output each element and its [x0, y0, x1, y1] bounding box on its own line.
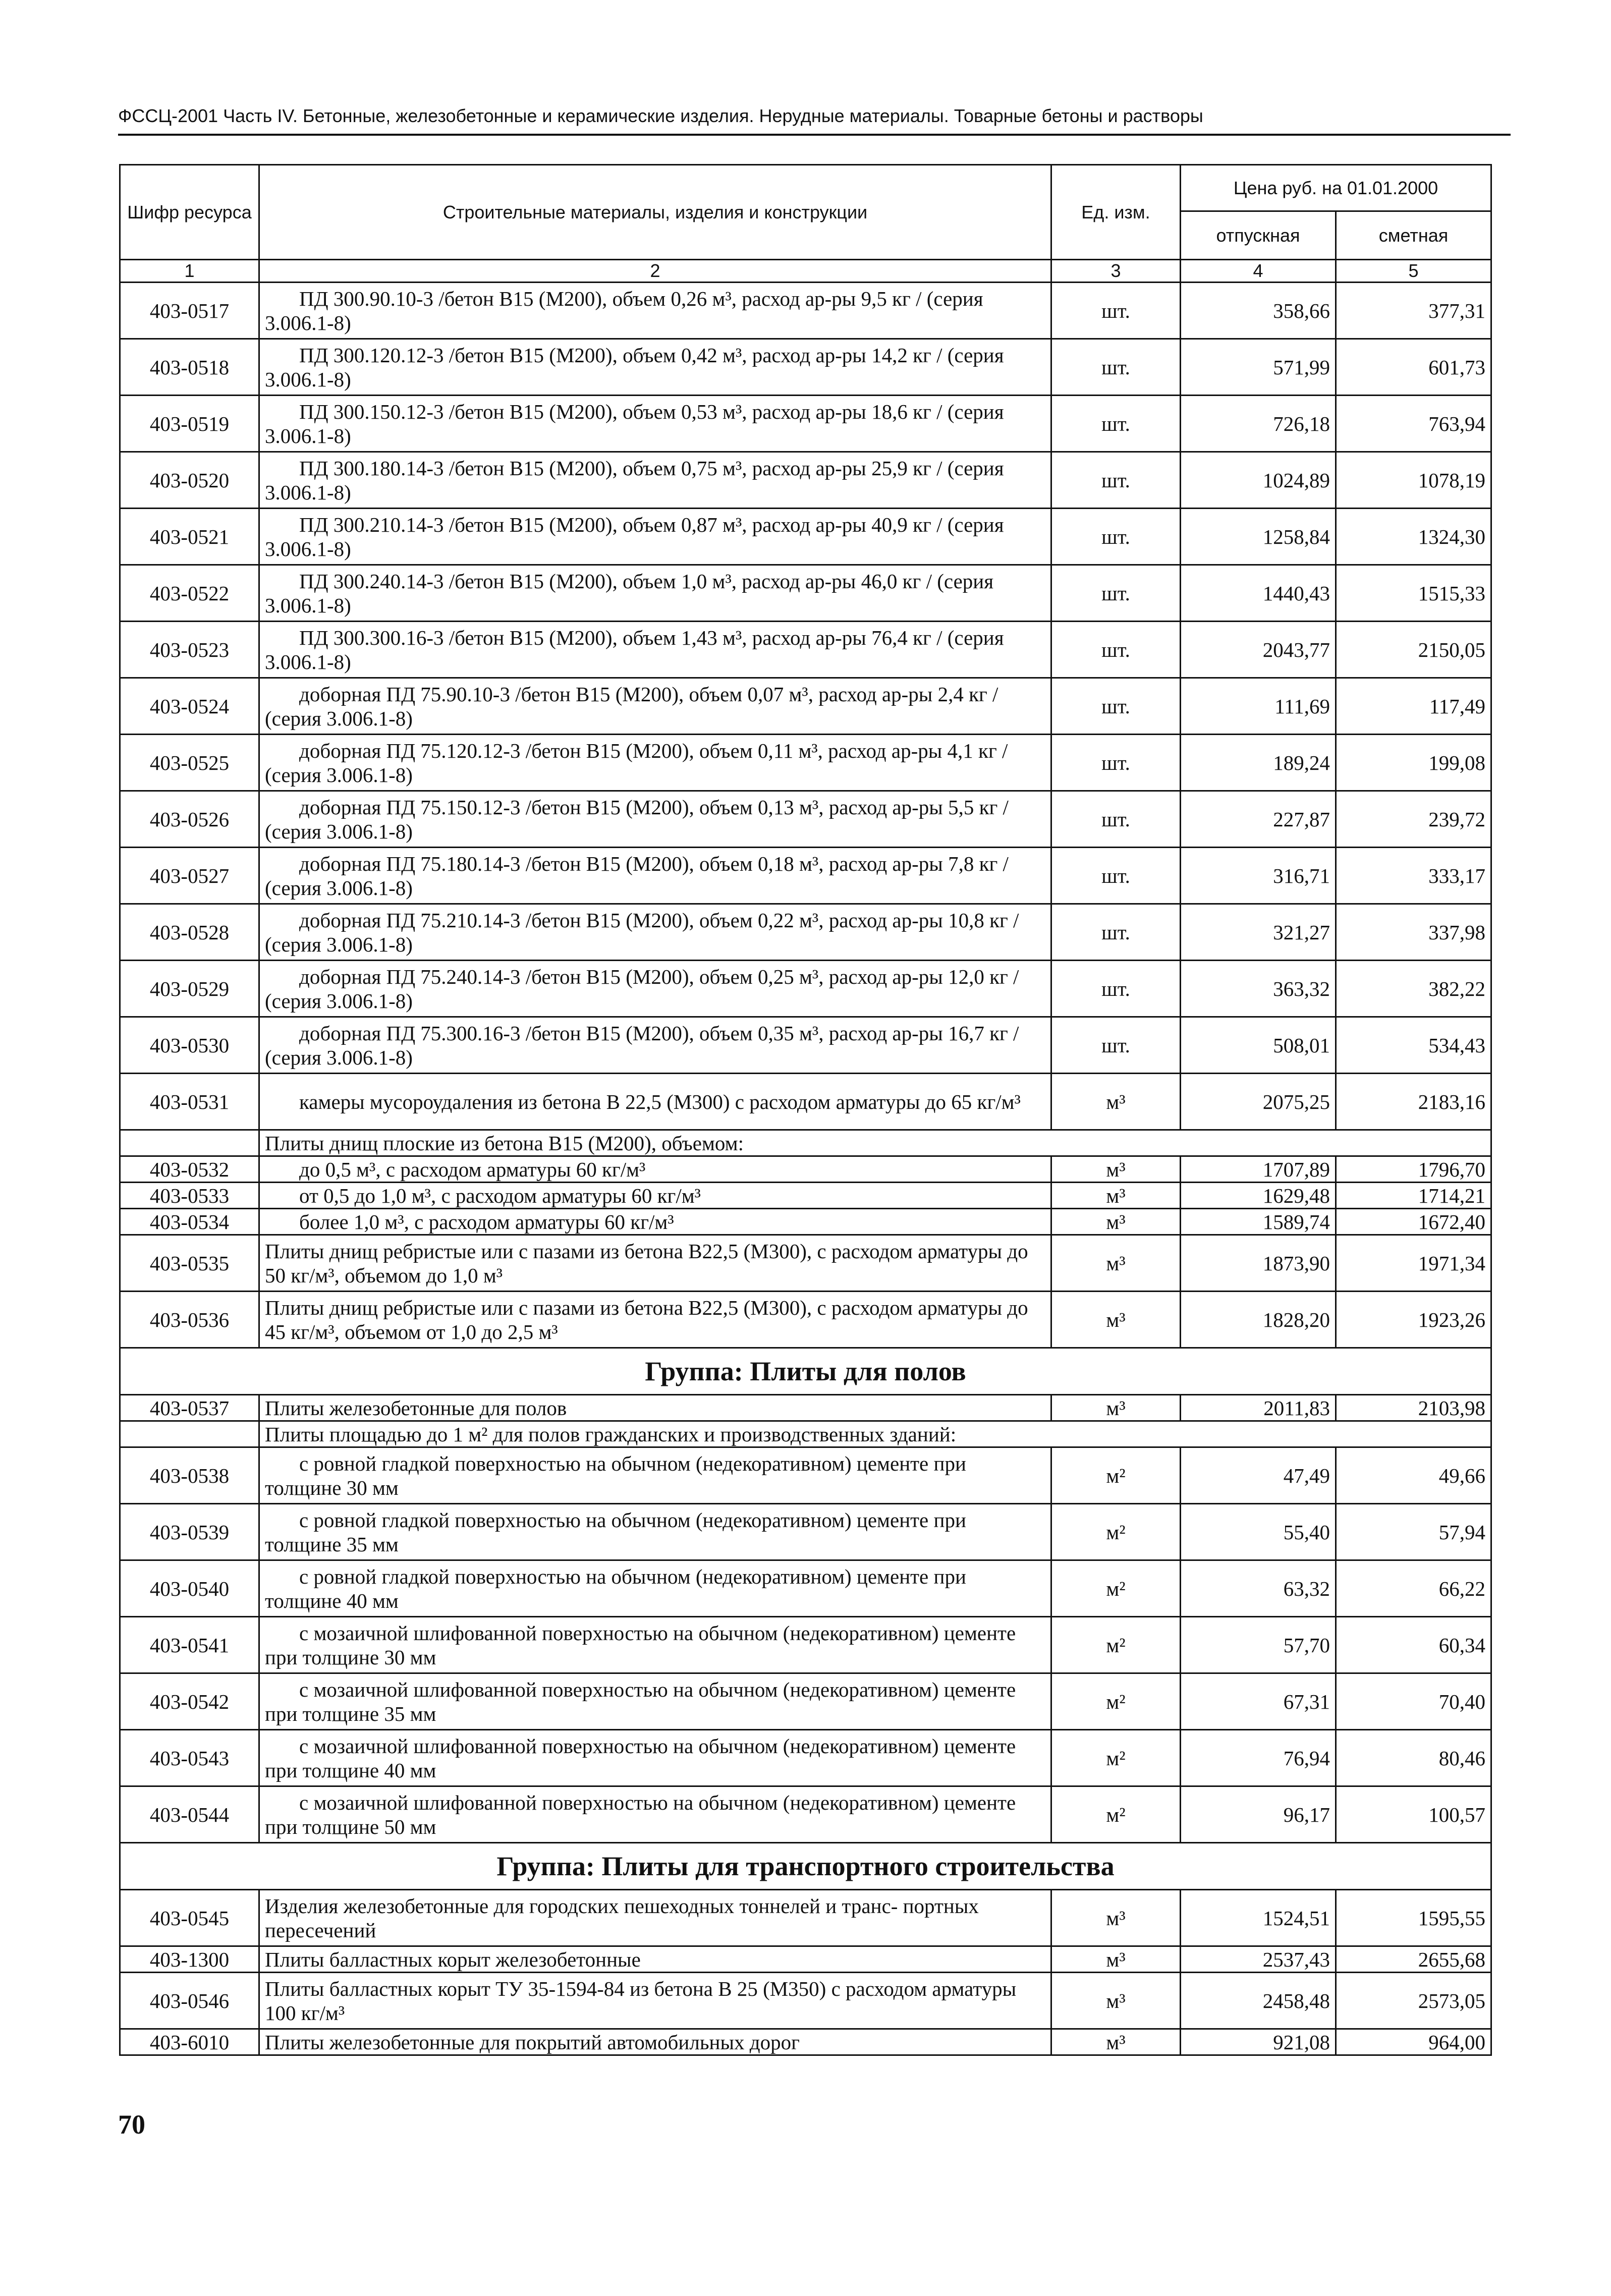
resource-code: 403-0536: [120, 1292, 259, 1348]
material-description: Плиты днищ ребристые или с пазами из бетона В22,5 (М300), с расходом арматуры до 45 кг/м³, объемом от 1,0 до 2,5 м³: [259, 1292, 1051, 1348]
material-description: Изделия железобетонные для городских пешеходных тоннелей и транс- портных пересечений: [259, 1890, 1051, 1946]
resource-code: 403-0517: [120, 283, 259, 339]
table-row: [120, 1183, 1491, 1209]
material-description: ПД 300.120.12-3 /бетон В15 (М200), объем 0,42 м³, расход ар-ры 14,2 кг / (серия 3.006.1-8): [259, 339, 1051, 396]
material-description: Плиты балластных корыт ТУ 35-1594-84 из бетона В 25 (М350) с расходом арматуры 100 кг/м³: [259, 1973, 1051, 2029]
estimate-price: 1672,40: [1336, 1209, 1491, 1235]
unit-of-measure: м²: [1051, 1730, 1181, 1786]
unit-of-measure: м³: [1051, 1074, 1181, 1130]
estimate-price: 1324,30: [1336, 509, 1491, 565]
table-row: [120, 1209, 1491, 1235]
unit-of-measure: шт.: [1051, 452, 1181, 509]
resource-code: 403-1300: [120, 1946, 259, 1973]
table-row: [120, 1730, 1491, 1786]
table-row: [120, 1156, 1491, 1183]
resource-code: 403-0546: [120, 1973, 259, 2029]
release-price: 508,01: [1181, 1017, 1336, 1074]
table-row: [120, 1447, 1491, 1504]
col-header-code: Шифр ресурса: [120, 165, 259, 260]
material-description: ПД 300.210.14-3 /бетон В15 (М200), объем 0,87 м³, расход ар-ры 40,9 кг / (серия 3.006.1-8): [259, 509, 1051, 565]
unit-of-measure: м³: [1051, 1235, 1181, 1292]
table-row: [120, 509, 1491, 565]
material-description: ПД 300.150.12-3 /бетон В15 (М200), объем 0,53 м³, расход ар-ры 18,6 кг / (серия 3.006.1-8): [259, 396, 1051, 452]
release-price: 2537,43: [1181, 1946, 1336, 1973]
estimate-price: 337,98: [1336, 904, 1491, 961]
material-description: Плиты днищ ребристые или с пазами из бетона В22,5 (М300), с расходом арматуры до 50 кг/м³, объемом до 1,0 м³: [259, 1235, 1051, 1292]
material-description: ПД 300.300.16-3 /бетон В15 (М200), объем 1,43 м³, расход ар-ры 76,4 кг / (серия 3.006.1-8): [259, 622, 1051, 678]
release-price: 1024,89: [1181, 452, 1336, 509]
resource-code: 403-0542: [120, 1673, 259, 1730]
unit-of-measure: м³: [1051, 1292, 1181, 1348]
unit-of-measure: м³: [1051, 1973, 1181, 2029]
resource-code: 403-0518: [120, 339, 259, 396]
resource-code: 403-0519: [120, 396, 259, 452]
col-header-release-price: отпускная: [1181, 211, 1336, 260]
material-description: с мозаичной шлифованной поверхностью на обычном (недекоративном) цементе при толщине 50 мм: [259, 1786, 1051, 1843]
subsection-title: Плиты днищ плоские из бетона В15 (М200), объемом:: [259, 1130, 1491, 1156]
table-body: [120, 283, 1491, 2055]
resource-code: 403-0535: [120, 1235, 259, 1292]
material-description: с ровной гладкой поверхностью на обычном (недекоративном) цементе при толщине 40 мм: [259, 1560, 1051, 1617]
release-price: 1707,89: [1181, 1156, 1336, 1183]
material-description: ПД 300.90.10-3 /бетон В15 (М200), объем 0,26 м³, расход ар-ры 9,5 кг / (серия 3.006.1-8): [259, 283, 1051, 339]
table-row: [120, 1504, 1491, 1560]
resource-code: 403-0521: [120, 509, 259, 565]
material-description: доборная ПД 75.210.14-3 /бетон В15 (М200), объем 0,22 м³, расход ар-ры 10,8 кг / (серия 3.006.1-8): [259, 904, 1051, 961]
estimate-price: 57,94: [1336, 1504, 1491, 1560]
table-row: [120, 961, 1491, 1017]
table-row: [120, 1673, 1491, 1730]
col-header-unit: Ед. изм.: [1051, 165, 1181, 260]
material-description: доборная ПД 75.90.10-3 /бетон В15 (М200), объем 0,07 м³, расход ар-ры 2,4 кг / (серия 3.006.1-8): [259, 678, 1051, 735]
material-description: доборная ПД 75.240.14-3 /бетон В15 (М200), объем 0,25 м³, расход ар-ры 12,0 кг / (серия 3.006.1-8): [259, 961, 1051, 1017]
release-price: 1524,51: [1181, 1890, 1336, 1946]
release-price: 1440,43: [1181, 565, 1336, 622]
unit-of-measure: шт.: [1051, 283, 1181, 339]
resource-code: 403-0527: [120, 848, 259, 904]
unit-of-measure: шт.: [1051, 1017, 1181, 1074]
table-row: [120, 565, 1491, 622]
resource-code: 403-0524: [120, 678, 259, 735]
release-price: 55,40: [1181, 1504, 1336, 1560]
group-heading-row: [120, 1348, 1491, 1395]
release-price: 227,87: [1181, 791, 1336, 848]
estimate-price: 333,17: [1336, 848, 1491, 904]
material-description: доборная ПД 75.180.14-3 /бетон В15 (М200), объем 0,18 м³, расход ар-ры 7,8 кг / (серия 3.006.1-8): [259, 848, 1051, 904]
estimate-price: 377,31: [1336, 283, 1491, 339]
resource-code: 403-6010: [120, 2029, 259, 2055]
empty-code-cell: [120, 1130, 259, 1156]
estimate-price: 534,43: [1336, 1017, 1491, 1074]
unit-of-measure: шт.: [1051, 565, 1181, 622]
material-description: Плиты балластных корыт железобетонные: [259, 1946, 1051, 1973]
estimate-price: 1923,26: [1336, 1292, 1491, 1348]
material-description: ПД 300.180.14-3 /бетон В15 (М200), объем 0,75 м³, расход ар-ры 25,9 кг / (серия 3.006.1-8): [259, 452, 1051, 509]
table-row: [120, 622, 1491, 678]
release-price: 189,24: [1181, 735, 1336, 791]
estimate-price: 382,22: [1336, 961, 1491, 1017]
release-price: 111,69: [1181, 678, 1336, 735]
col-number: 2: [259, 260, 1051, 283]
unit-of-measure: м²: [1051, 1786, 1181, 1843]
subsection-row: [120, 1421, 1491, 1447]
estimate-price: 2655,68: [1336, 1946, 1491, 1973]
material-description: до 0,5 м³, с расходом арматуры 60 кг/м³: [259, 1156, 1051, 1183]
page-number: 70: [118, 2109, 145, 2140]
group-heading-row: [120, 1843, 1491, 1890]
resource-code: 403-0544: [120, 1786, 259, 1843]
estimate-price: 1515,33: [1336, 565, 1491, 622]
unit-of-measure: м³: [1051, 1395, 1181, 1421]
unit-of-measure: м³: [1051, 1156, 1181, 1183]
table-row: [120, 1890, 1491, 1946]
resource-code: 403-0534: [120, 1209, 259, 1235]
material-description: с мозаичной шлифованной поверхностью на обычном (недекоративном) цементе при толщине 30 мм: [259, 1617, 1051, 1673]
header-rule: [118, 134, 1511, 136]
release-price: 67,31: [1181, 1673, 1336, 1730]
unit-of-measure: м³: [1051, 1209, 1181, 1235]
material-description: с ровной гладкой поверхностью на обычном (недекоративном) цементе при толщине 30 мм: [259, 1447, 1051, 1504]
empty-code-cell: [120, 1421, 259, 1447]
estimate-price: 239,72: [1336, 791, 1491, 848]
resource-code: 403-0520: [120, 452, 259, 509]
release-price: 921,08: [1181, 2029, 1336, 2055]
unit-of-measure: шт.: [1051, 791, 1181, 848]
resource-code: 403-0528: [120, 904, 259, 961]
estimate-price: 100,57: [1336, 1786, 1491, 1843]
release-price: 2043,77: [1181, 622, 1336, 678]
resource-code: 403-0522: [120, 565, 259, 622]
unit-of-measure: шт.: [1051, 509, 1181, 565]
estimate-price: 763,94: [1336, 396, 1491, 452]
release-price: 1629,48: [1181, 1183, 1336, 1209]
unit-of-measure: м²: [1051, 1560, 1181, 1617]
release-price: 63,32: [1181, 1560, 1336, 1617]
resource-code: 403-0526: [120, 791, 259, 848]
table-row: [120, 339, 1491, 396]
table-row: [120, 678, 1491, 735]
material-description: доборная ПД 75.150.12-3 /бетон В15 (М200), объем 0,13 м³, расход ар-ры 5,5 кг / (серия 3.006.1-8): [259, 791, 1051, 848]
resource-code: 403-0539: [120, 1504, 259, 1560]
material-description: с ровной гладкой поверхностью на обычном (недекоративном) цементе при толщине 35 мм: [259, 1504, 1051, 1560]
unit-of-measure: шт.: [1051, 678, 1181, 735]
col-header-price: Цена руб. на 01.01.2000: [1181, 165, 1491, 211]
group-title: Группа: Плиты для полов: [120, 1348, 1491, 1395]
resource-code: 403-0532: [120, 1156, 259, 1183]
material-description: доборная ПД 75.300.16-3 /бетон В15 (М200), объем 0,35 м³, расход ар-ры 16,7 кг / (серия 3.006.1-8): [259, 1017, 1051, 1074]
release-price: 96,17: [1181, 1786, 1336, 1843]
release-price: 1258,84: [1181, 509, 1336, 565]
table-row: [120, 1786, 1491, 1843]
estimate-price: 2573,05: [1336, 1973, 1491, 2029]
release-price: 1828,20: [1181, 1292, 1336, 1348]
table-row: [120, 791, 1491, 848]
col-number: 3: [1051, 260, 1181, 283]
release-price: 57,70: [1181, 1617, 1336, 1673]
table-row: [120, 2029, 1491, 2055]
col-number: 1: [120, 260, 259, 283]
unit-of-measure: шт.: [1051, 396, 1181, 452]
estimate-price: 117,49: [1336, 678, 1491, 735]
table-row: [120, 1946, 1491, 1973]
resource-code: 403-0529: [120, 961, 259, 1017]
col-header-estimate-price: сметная: [1336, 211, 1491, 260]
unit-of-measure: м²: [1051, 1447, 1181, 1504]
unit-of-measure: шт.: [1051, 735, 1181, 791]
table-row: [120, 1292, 1491, 1348]
estimate-price: 1078,19: [1336, 452, 1491, 509]
estimate-price: 80,46: [1336, 1730, 1491, 1786]
estimate-price: 2103,98: [1336, 1395, 1491, 1421]
material-description: доборная ПД 75.120.12-3 /бетон В15 (М200), объем 0,11 м³, расход ар-ры 4,1 кг / (серия 3.006.1-8): [259, 735, 1051, 791]
unit-of-measure: шт.: [1051, 904, 1181, 961]
resource-code: 403-0541: [120, 1617, 259, 1673]
col-number: 4: [1181, 260, 1336, 283]
estimate-price: 60,34: [1336, 1617, 1491, 1673]
unit-of-measure: м³: [1051, 2029, 1181, 2055]
resource-code: 403-0537: [120, 1395, 259, 1421]
resource-code: 403-0525: [120, 735, 259, 791]
unit-of-measure: м²: [1051, 1673, 1181, 1730]
estimate-price: 199,08: [1336, 735, 1491, 791]
release-price: 1589,74: [1181, 1209, 1336, 1235]
estimate-price: 1714,21: [1336, 1183, 1491, 1209]
material-description: камеры мусороудаления из бетона В 22,5 (М300) с расходом арматуры до 65 кг/м³: [259, 1074, 1051, 1130]
material-description: с мозаичной шлифованной поверхностью на обычном (недекоративном) цементе при толщине 35 мм: [259, 1673, 1051, 1730]
resource-code: 403-0530: [120, 1017, 259, 1074]
col-header-name: Строительные материалы, изделия и конструкции: [259, 165, 1051, 260]
subsection-title: Плиты площадью до 1 м² для полов гражданских и производственных зданий:: [259, 1421, 1491, 1447]
resource-code: 403-0531: [120, 1074, 259, 1130]
material-description: с мозаичной шлифованной поверхностью на обычном (недекоративном) цементе при толщине 40 мм: [259, 1730, 1051, 1786]
material-description: Плиты железобетонные для покрытий автомобильных дорог: [259, 2029, 1051, 2055]
release-price: 2011,83: [1181, 1395, 1336, 1421]
col-number: 5: [1336, 260, 1491, 283]
unit-of-measure: шт.: [1051, 339, 1181, 396]
release-price: 47,49: [1181, 1447, 1336, 1504]
estimate-price: 1595,55: [1336, 1890, 1491, 1946]
estimate-price: 964,00: [1336, 2029, 1491, 2055]
unit-of-measure: м²: [1051, 1617, 1181, 1673]
resource-code: 403-0523: [120, 622, 259, 678]
release-price: 358,66: [1181, 283, 1336, 339]
estimate-price: 2183,16: [1336, 1074, 1491, 1130]
table-row: [120, 1235, 1491, 1292]
table-row: [120, 1017, 1491, 1074]
table-row: [120, 904, 1491, 961]
group-title: Группа: Плиты для транспортного строительства: [120, 1843, 1491, 1890]
unit-of-measure: шт.: [1051, 961, 1181, 1017]
unit-of-measure: м³: [1051, 1890, 1181, 1946]
table-row: [120, 396, 1491, 452]
resource-code: 403-0533: [120, 1183, 259, 1209]
unit-of-measure: шт.: [1051, 622, 1181, 678]
table-row: [120, 1074, 1491, 1130]
estimate-price: 66,22: [1336, 1560, 1491, 1617]
unit-of-measure: м³: [1051, 1183, 1181, 1209]
release-price: 1873,90: [1181, 1235, 1336, 1292]
table-row: [120, 452, 1491, 509]
table-row: [120, 735, 1491, 791]
table-row: [120, 283, 1491, 339]
estimate-price: 2150,05: [1336, 622, 1491, 678]
release-price: 316,71: [1181, 848, 1336, 904]
release-price: 2458,48: [1181, 1973, 1336, 2029]
release-price: 2075,25: [1181, 1074, 1336, 1130]
resource-code: 403-0538: [120, 1447, 259, 1504]
unit-of-measure: шт.: [1051, 848, 1181, 904]
resource-code: 403-0543: [120, 1730, 259, 1786]
unit-of-measure: м²: [1051, 1504, 1181, 1560]
resource-code: 403-0540: [120, 1560, 259, 1617]
estimate-price: 70,40: [1336, 1673, 1491, 1730]
release-price: 321,27: [1181, 904, 1336, 961]
resource-code: 403-0545: [120, 1890, 259, 1946]
table-row: [120, 1617, 1491, 1673]
estimate-price: 601,73: [1336, 339, 1491, 396]
release-price: 363,32: [1181, 961, 1336, 1017]
release-price: 76,94: [1181, 1730, 1336, 1786]
table-row: [120, 1973, 1491, 2029]
material-description: ПД 300.240.14-3 /бетон В15 (М200), объем 1,0 м³, расход ар-ры 46,0 кг / (серия 3.006.1-8): [259, 565, 1051, 622]
table-row: [120, 1395, 1491, 1421]
estimate-price: 1796,70: [1336, 1156, 1491, 1183]
material-description: более 1,0 м³, с расходом арматуры 60 кг/м³: [259, 1209, 1051, 1235]
running-header: ФССЦ-2001 Часть IV. Бетонные, железобетонные и керамические изделия. Нерудные материалы. Товарные бетоны и растворы: [118, 105, 1203, 126]
table-row: [120, 1560, 1491, 1617]
price-table: [119, 164, 1492, 2056]
unit-of-measure: м³: [1051, 1946, 1181, 1973]
material-description: от 0,5 до 1,0 м³, с расходом арматуры 60 кг/м³: [259, 1183, 1051, 1209]
material-description: Плиты железобетонные для полов: [259, 1395, 1051, 1421]
release-price: 571,99: [1181, 339, 1336, 396]
subsection-row: [120, 1130, 1491, 1156]
table-row: [120, 848, 1491, 904]
estimate-price: 1971,34: [1336, 1235, 1491, 1292]
estimate-price: 49,66: [1336, 1447, 1491, 1504]
release-price: 726,18: [1181, 396, 1336, 452]
